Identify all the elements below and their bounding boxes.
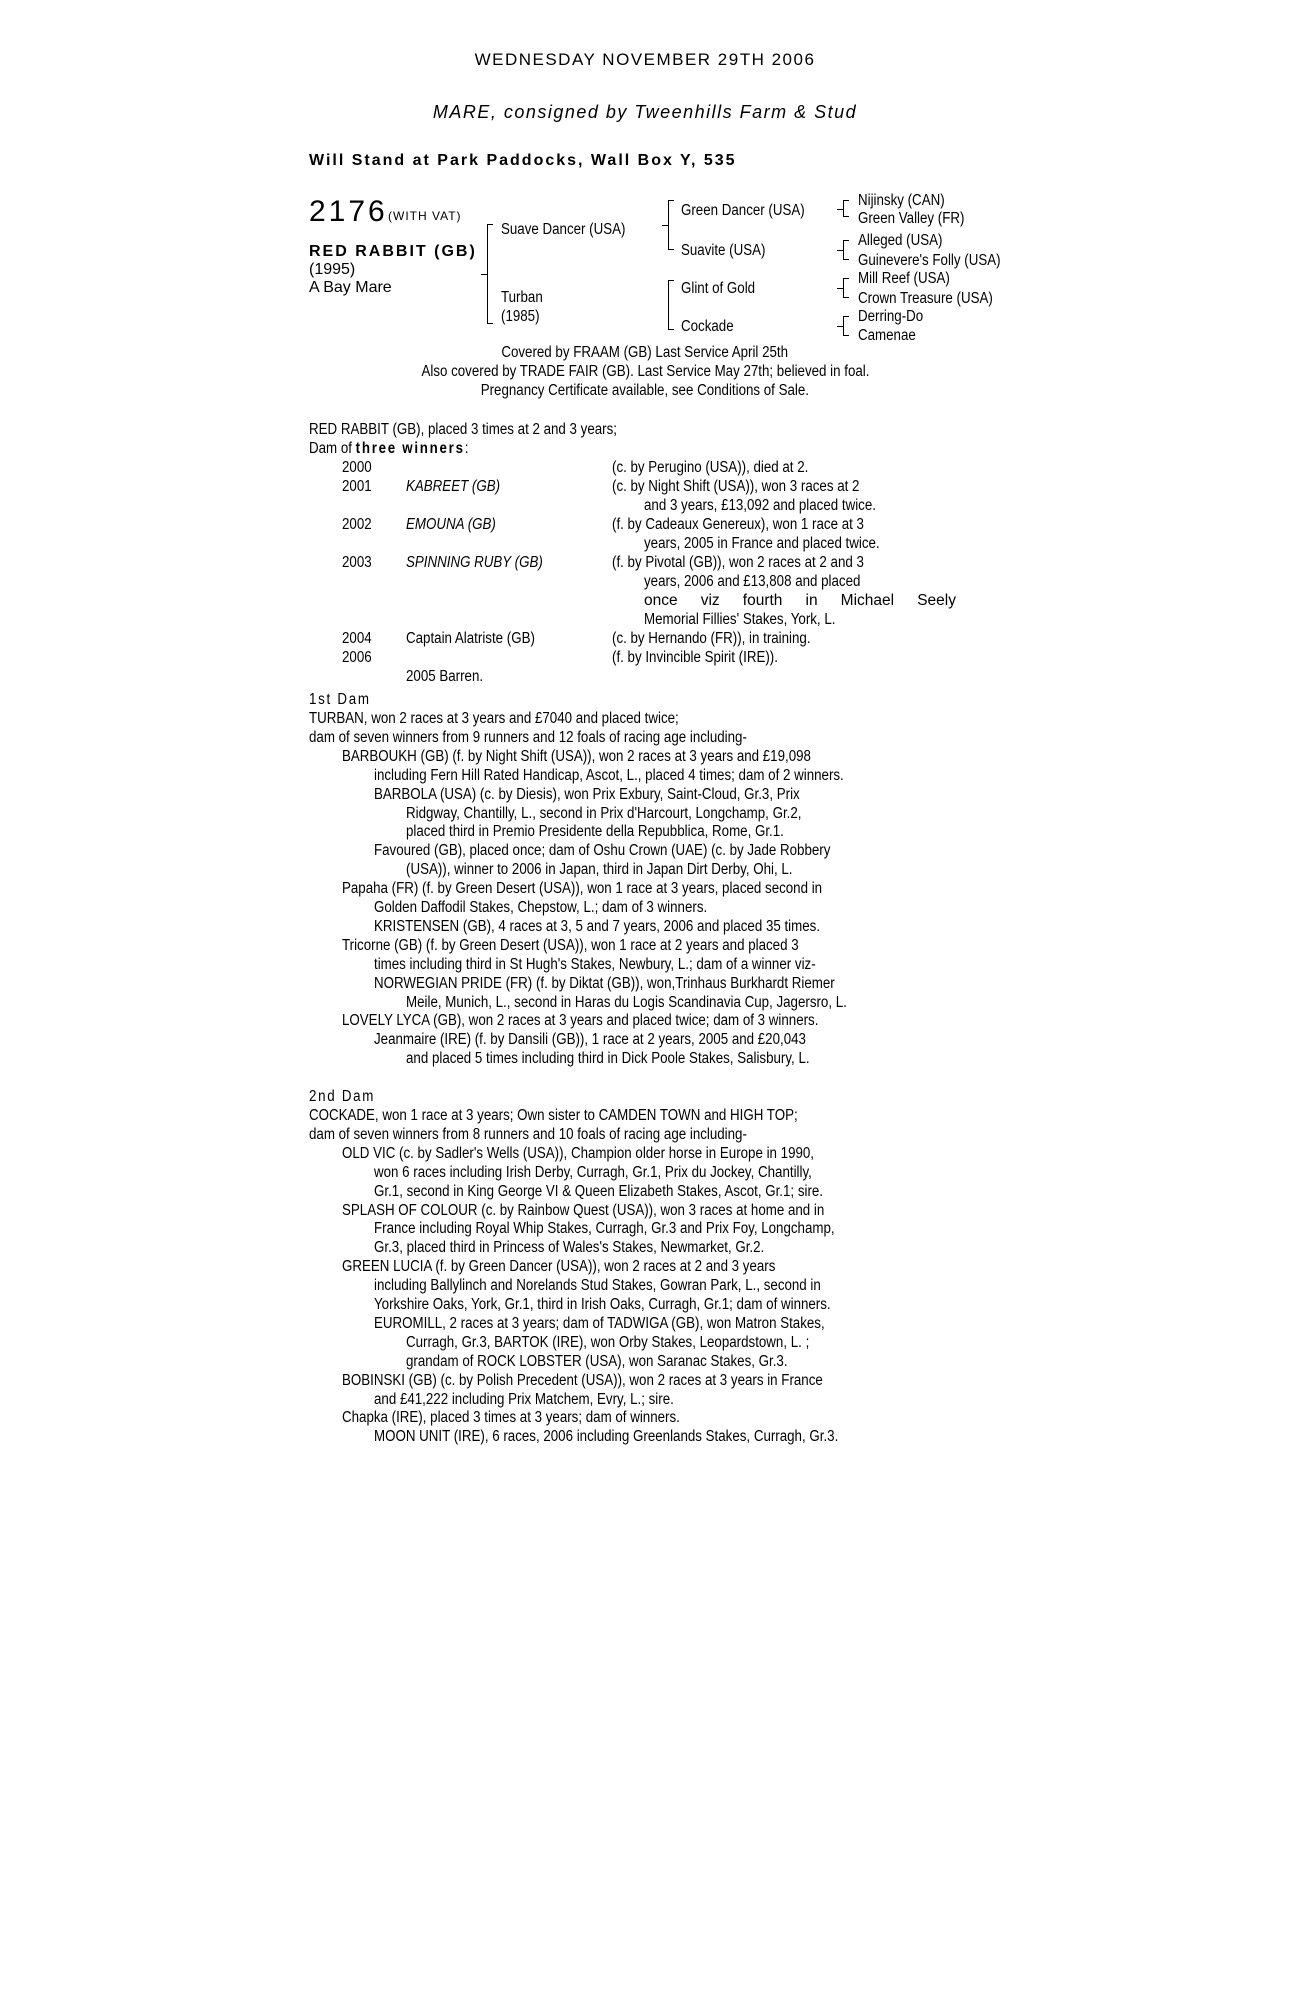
pedigree-brace-dam	[668, 280, 669, 330]
lot-description: A Bay Mare	[309, 279, 392, 296]
pedigree-sire: Suave Dancer (USA)	[501, 221, 626, 238]
justified-word: viz	[700, 592, 720, 609]
first-dam-line: and placed 5 times including third in Dick Poole Stakes, Salisbury, L.	[406, 1050, 810, 1068]
first-dam-line: times including third in St Hugh's Stakes, Newbury, L.; dam of a winner viz-	[374, 955, 816, 973]
covering-line3: Pregnancy Certificate available, see Conditions of Sale.	[480, 382, 810, 399]
justified-line	[644, 591, 956, 610]
produce-name: EMOUNA (GB)	[406, 516, 496, 533]
winners-count: three winners	[355, 440, 465, 457]
first-dam-line: NORWEGIAN PRIDE (FR) (f. by Diktat (GB)), won,Trinhaus Burkhardt Riemer	[374, 974, 835, 992]
pedigree-gg4: Guinevere's Folly (USA)	[858, 252, 1001, 269]
first-dam-line: KRISTENSEN (GB), 4 races at 3, 5 and 7 years, 2006 and placed 35 times.	[374, 917, 821, 935]
covering-line2-wrap	[0, 362, 1290, 381]
second-dam-line: Gr.1, second in King George VI & Queen Elizabeth Stakes, Ascot, Gr.1; sire.	[374, 1182, 824, 1200]
pedigree-brace-g4	[843, 316, 844, 336]
vat-note: (WITH VAT)	[388, 209, 462, 223]
second-dam-line: MOON UNIT (IRE), 6 races, 2006 including Greenlands Stakes, Curragh, Gr.3.	[374, 1428, 839, 1446]
second-dam-line: Gr.3, placed third in Princess of Wales's Stakes, Newmarket, Gr.2.	[374, 1239, 765, 1257]
second-dam-line: won 6 races including Irish Derby, Curragh, Gr.1, Prix du Jockey, Chantilly,	[374, 1163, 812, 1181]
produce-name: Captain Alatriste (GB)	[406, 630, 535, 647]
pedigree-gg8: Camenae	[858, 327, 916, 344]
second-dam-line: France including Royal Whip Stakes, Curragh, Gr.3 and Prix Foy, Longchamp,	[374, 1220, 835, 1238]
first-dam-line: dam of seven winners from 9 runners and 12 foals of racing age including-	[309, 728, 747, 746]
produce-detail: and 3 years, £13,092 and placed twice.	[644, 497, 876, 514]
second-dam-line: Curragh, Gr.3, BARTOK (IRE), won Orby Stakes, Leopardstown, L. ;	[406, 1333, 810, 1351]
first-dam-line: Ridgway, Chantilly, L., second in Prix d'Harcourt, Longchamp, Gr.2,	[406, 804, 802, 822]
colon: :	[464, 440, 469, 457]
first-dam-line: Papaha (FR) (f. by Green Desert (USA)), won 1 race at 3 years, placed second in	[342, 880, 823, 898]
second-dam-heading: 2nd Dam	[309, 1088, 376, 1105]
pedigree-dam-sire: Glint of Gold	[681, 280, 756, 297]
pedigree-brace-g2	[843, 240, 844, 260]
justified-word: once	[644, 592, 678, 609]
pedigree-sire-dam: Suavite (USA)	[681, 242, 766, 259]
second-dam-line: Chapka (IRE), placed 3 times at 3 years; dam of winners.	[342, 1409, 680, 1427]
second-dam-line: and £41,222 including Prix Matchem, Evry, L.; sire.	[374, 1390, 674, 1408]
pedigree-dam-dam: Cockade	[681, 318, 734, 335]
pedigree-gg1: Nijinsky (CAN)	[858, 192, 945, 209]
produce-detail: years, 2006 and £13,808 and placed	[644, 573, 861, 590]
lot-name: RED RABBIT (GB)	[309, 243, 477, 260]
produce-detail-justified	[644, 591, 956, 610]
first-dam-heading: 1st Dam	[309, 691, 371, 708]
pedigree-sire-sire: Green Dancer (USA)	[681, 202, 805, 219]
justified-word: Seely	[917, 592, 956, 609]
produce-year: 2004	[342, 630, 372, 647]
first-dam-line: BARBOLA (USA) (c. by Diesis), won Prix Exbury, Saint-Cloud, Gr.3, Prix	[374, 785, 800, 803]
second-dam-line: SPLASH OF COLOUR (c. by Rainbow Quest (USA)), won 3 races at home and in	[342, 1201, 825, 1219]
produce-detail: (f. by Cadeaux Genereux), won 1 race at 3	[612, 516, 864, 533]
dam-of-label: Dam of	[309, 440, 356, 457]
second-dam-line: EUROMILL, 2 races at 3 years; dam of TADWIGA (GB), won Matron Stakes,	[374, 1314, 825, 1332]
second-dam-line: GREEN LUCIA (f. by Green Dancer (USA)), won 2 races at 2 and 3 years	[342, 1258, 776, 1276]
pedigree-dam: Turban	[501, 289, 543, 306]
first-dam-line: placed third in Premio Presidente della Repubblica, Rome, Gr.1.	[406, 823, 784, 841]
produce-year: 2006	[342, 649, 372, 666]
first-dam-line: BARBOUKH (GB) (f. by Night Shift (USA)), won 2 races at 3 years and £19,098	[342, 747, 811, 765]
justified-word: fourth	[742, 592, 783, 609]
covering-line1: Covered by FRAAM (GB) Last Service April 25th	[501, 344, 789, 361]
produce-dam-of	[309, 439, 468, 458]
pedigree-gg7: Derring-Do	[858, 308, 924, 325]
produce-detail: (c. by Hernando (FR)), in training.	[612, 630, 811, 647]
first-dam-line: Meile, Munich, L., second in Haras du Logis Scandinavia Cup, Jagersro, L.	[406, 993, 847, 1011]
produce-detail: years, 2005 in France and placed twice.	[644, 535, 880, 552]
pedigree-brace-g1	[843, 200, 844, 217]
produce-name: SPINNING RUBY (GB)	[406, 554, 543, 571]
box-location: Will Stand at Park Paddocks, Wall Box Y, 535	[309, 152, 737, 169]
second-dam-line: dam of seven winners from 8 runners and 10 foals of racing age including-	[309, 1125, 747, 1143]
produce-year: 2001	[342, 478, 372, 495]
lot-number: 2176	[309, 195, 388, 228]
second-dam-line: including Ballylinch and Norelands Stud Stakes, Gowran Park, L., second in	[374, 1277, 821, 1295]
sale-date: WEDNESDAY NOVEMBER 29TH 2006	[474, 50, 816, 69]
first-dam-line: LOVELY LYCA (GB), won 2 races at 3 years and placed twice; dam of 3 winners.	[342, 1012, 819, 1030]
produce-year: 2002	[342, 516, 372, 533]
first-dam-line: TURBAN, won 2 races at 3 years and £7040 and placed twice;	[309, 710, 679, 727]
pedigree-gg5: Mill Reef (USA)	[858, 270, 950, 287]
second-dam-line: COCKADE, won 1 race at 3 years; Own sister to CAMDEN TOWN and HIGH TOP;	[309, 1107, 798, 1124]
produce-year: 2000	[342, 459, 372, 476]
covering-info	[0, 343, 1290, 362]
second-dam-line: Yorkshire Oaks, York, Gr.1, third in Irish Oaks, Curragh, Gr.1; dam of winners.	[374, 1296, 831, 1313]
produce-name: KABREET (GB)	[406, 478, 501, 495]
pedigree-dam-year: (1985)	[501, 308, 540, 325]
pedigree-brace-sire	[668, 200, 669, 250]
first-dam-line: Golden Daffodil Stakes, Chepstow, L.; dam of 3 winners.	[374, 899, 708, 916]
second-dam-line: grandam of ROCK LOBSTER (USA), won Saranac Stakes, Gr.3.	[406, 1352, 788, 1370]
consignor-line: MARE, consigned by Tweenhills Farm & Stud	[432, 102, 858, 122]
produce-detail: (f. by Invincible Spirit (IRE)).	[612, 649, 778, 666]
covering-line3-wrap	[0, 381, 1290, 400]
covering-line2: Also covered by TRADE FAIR (GB). Last Service May 27th; believed in foal.	[420, 363, 869, 380]
first-dam-line: (USA)), winner to 2006 in Japan, third in Japan Dirt Derby, Ohi, L.	[406, 861, 793, 879]
produce-intro: RED RABBIT (GB), placed 3 times at 2 and 3 years;	[309, 421, 617, 438]
second-dam-line: OLD VIC (c. by Sadler's Wells (USA)), Champion older horse in Europe in 1990,	[342, 1144, 815, 1162]
first-dam-line: Favoured (GB), placed once; dam of Oshu Crown (UAE) (c. by Jade Robbery	[374, 842, 831, 860]
produce-barren: 2005 Barren.	[406, 668, 484, 685]
pedigree-brace-g3	[843, 278, 844, 298]
first-dam-line: Jeanmaire (IRE) (f. by Dansili (GB)), 1 race at 2 years, 2005 and £20,043	[374, 1031, 806, 1049]
first-dam-line: Tricorne (GB) (f. by Green Desert (USA)), won 1 race at 2 years and placed 3	[342, 936, 799, 954]
pedigree-brace-main	[487, 224, 488, 324]
second-dam-line: BOBINSKI (GB) (c. by Polish Precedent (USA)), won 2 races at 3 years in France	[342, 1371, 823, 1389]
pedigree-gg2: Green Valley (FR)	[858, 210, 965, 227]
produce-year: 2003	[342, 554, 372, 571]
produce-detail: (c. by Night Shift (USA)), won 3 races at 2	[612, 478, 860, 495]
pedigree-gg3: Alleged (USA)	[858, 232, 943, 249]
lot-year: (1995)	[309, 261, 356, 278]
first-dam-line: including Fern Hill Rated Handicap, Ascot, L., placed 4 times; dam of 2 winners.	[374, 766, 844, 784]
justified-word: Michael	[840, 592, 895, 609]
produce-detail: (f. by Pivotal (GB)), won 2 races at 2 and 3	[612, 554, 864, 571]
justified-word: in	[805, 592, 818, 609]
produce-detail: (c. by Perugino (USA)), died at 2.	[612, 459, 809, 476]
produce-detail: Memorial Fillies' Stakes, York, L.	[644, 611, 836, 628]
pedigree-gg6: Crown Treasure (USA)	[858, 290, 993, 307]
